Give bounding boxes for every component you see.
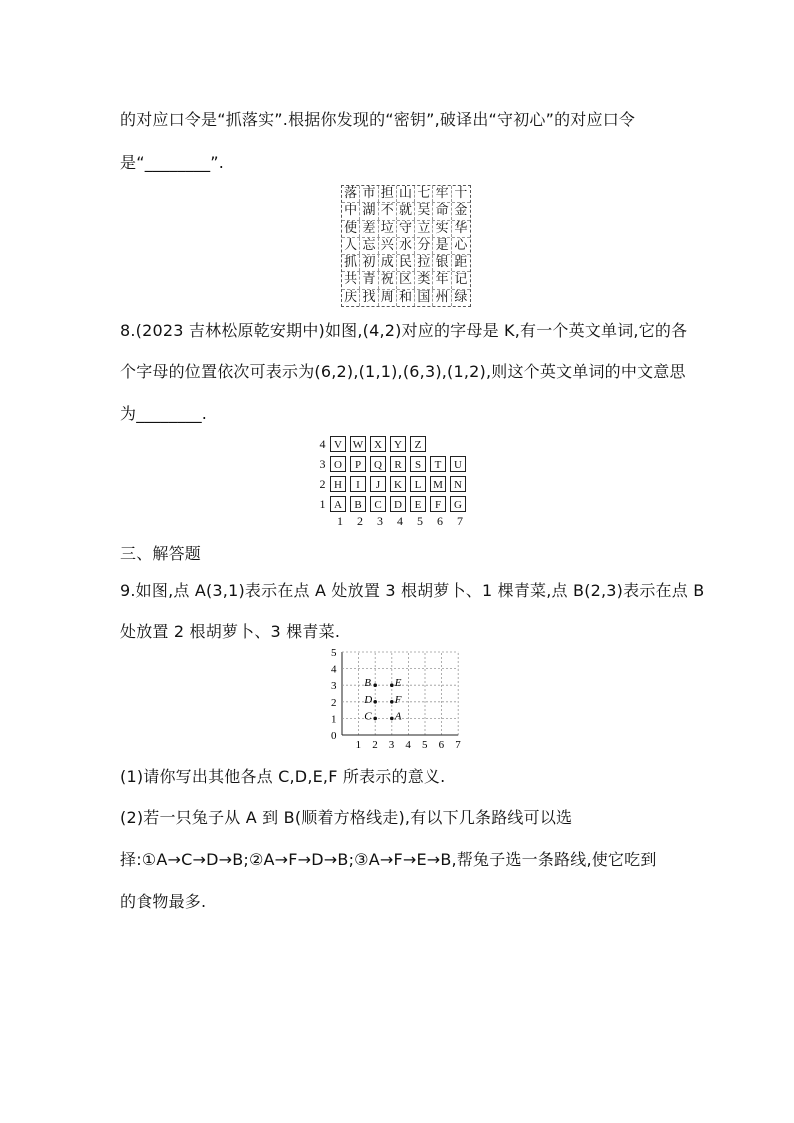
letter-grid-column-label: 6	[437, 514, 443, 528]
letter-box: J	[370, 476, 386, 492]
character-grid-cell: 水	[397, 238, 415, 254]
letter-grid-column-label: 1	[337, 514, 343, 528]
y-tick-label: 1	[331, 713, 337, 726]
character-grid-cell: 绿	[454, 289, 468, 305]
problem9-question2-line2: 择:①A→C→D→B;②A→F→D→B;③A→F→E→B,帮兔子选一条路线,使它吃到	[120, 850, 657, 869]
point-f-dot	[390, 700, 394, 704]
letter-grid-column-label: 3	[377, 514, 383, 528]
problem7-text-line2: 是“________”.	[120, 153, 225, 172]
character-grid-cell: 人	[342, 238, 360, 254]
point-a-dot	[390, 717, 394, 721]
character-grid-cell: 兴	[379, 238, 397, 254]
character-grid-cell: 拉	[415, 255, 433, 271]
letter-box: Q	[370, 456, 386, 472]
x-tick-label: 7	[455, 739, 461, 751]
character-grid	[341, 185, 471, 307]
x-tick-label: 3	[388, 739, 395, 751]
problem9-question1: (1)请你写出其他各点 C,D,E,F 所表示的意义.	[120, 767, 446, 786]
character-grid-row	[342, 272, 470, 289]
character-grid-cell: 祝	[379, 272, 397, 288]
problem8-text-line2: 个字母的位置依次可表示为(6,2),(1,1),(6,3),(1,2),则这个英文单词的中文意思	[120, 362, 686, 381]
letter-box: Z	[410, 436, 426, 452]
character-grid-cell: 距	[454, 255, 468, 271]
character-grid-cell: 忘	[360, 238, 378, 254]
character-grid-cell: 类	[415, 272, 433, 288]
character-grid-cell: 市	[360, 186, 378, 202]
letter-grid-row	[315, 474, 470, 494]
coordinate-grid-figure	[325, 645, 470, 753]
character-grid-cell: 立	[415, 221, 433, 237]
letter-box: W	[350, 436, 366, 452]
character-grid-cell: 湖	[360, 203, 378, 219]
character-grid-cell: 成	[379, 255, 397, 271]
problem8-text-line1: 8.(2023 吉林松原乾安期中)如图,(4,2)对应的字母是 K,有一个英文单词,它的各	[120, 321, 688, 340]
character-grid-row	[342, 290, 470, 306]
letter-box: H	[330, 476, 346, 492]
letter-grid-column-label: 2	[357, 514, 363, 528]
character-grid-cell: 青	[360, 272, 378, 288]
letter-grid-row-label: 2	[319, 476, 326, 491]
x-tick-label: 5	[422, 739, 428, 751]
character-grid-row	[342, 186, 470, 203]
character-grid-cell: 和	[397, 290, 415, 306]
character-grid-cell: 金	[454, 203, 468, 219]
letter-grid-row	[315, 434, 470, 454]
point-c-dot	[373, 717, 377, 721]
letter-box: E	[410, 496, 426, 512]
point-b-dot	[373, 683, 377, 687]
character-grid-cell: 担	[379, 186, 397, 202]
point-c-label: C	[364, 710, 372, 723]
character-grid-cell: 区	[397, 272, 415, 288]
x-tick-label: 2	[372, 739, 378, 751]
character-grid-cell: 庆	[342, 290, 360, 306]
character-grid-cell: 华	[454, 220, 468, 236]
character-grid-cell: 实	[433, 221, 451, 237]
character-grid-cell: 吴	[415, 203, 433, 219]
character-grid-cell: 山	[397, 186, 415, 202]
character-grid-cell: 共	[342, 272, 360, 288]
letter-box: B	[350, 496, 366, 512]
problem8-text-line3: 为________.	[120, 404, 208, 423]
problem9-text-line2: 处放置 2 根胡萝卜、3 棵青菜.	[120, 622, 341, 641]
point-b-label: B	[364, 677, 371, 690]
letter-grid-row-label: 1	[319, 496, 326, 511]
letter-grid	[315, 434, 470, 530]
x-tick-label: 1	[355, 739, 362, 751]
letter-grid-row	[315, 494, 470, 514]
letter-grid-row-label: 3	[319, 456, 326, 471]
letter-box: F	[430, 496, 446, 512]
letter-box: T	[430, 456, 446, 472]
character-grid-cell: 中	[342, 203, 360, 219]
letter-box: L	[410, 476, 426, 492]
letter-grid-column-label: 4	[397, 514, 403, 528]
letter-box: K	[390, 476, 406, 492]
character-grid-cell: 落	[342, 186, 360, 202]
character-grid-row	[342, 238, 470, 255]
x-tick-label: 6	[438, 739, 445, 751]
problem9-text-line1: 9.如图,点 A(3,1)表示在点 A 处放置 3 根胡萝卜、1 棵青菜,点 B(2,3)表示在点 B	[120, 581, 705, 600]
letter-box: R	[390, 456, 406, 472]
character-grid-cell: 抓	[342, 255, 360, 271]
character-grid-row	[342, 255, 470, 272]
character-grid-cell: 命	[433, 203, 451, 219]
point-a-label: A	[394, 710, 402, 723]
letter-box: X	[370, 436, 386, 452]
letter-grid-column-label: 5	[417, 514, 423, 528]
x-tick-label: 4	[405, 739, 411, 751]
character-grid-cell: 心	[454, 237, 468, 253]
problem9-question2-line3: 的食物最多.	[120, 892, 207, 911]
letter-box: U	[450, 456, 466, 472]
letter-box: I	[350, 476, 366, 492]
character-grid-cell: 使	[342, 221, 360, 237]
character-grid-cell: 银	[433, 255, 451, 271]
letter-box: M	[430, 476, 446, 492]
letter-box: C	[370, 496, 386, 512]
letter-box: N	[450, 476, 466, 492]
letter-box: S	[410, 456, 426, 472]
letter-box: V	[330, 436, 346, 452]
section-title: 三、解答题	[120, 544, 202, 563]
y-tick-label: 3	[331, 680, 337, 693]
letter-box: Y	[390, 436, 406, 452]
problem7-text-line1: 的对应口令是“抓落实”.根据你发现的“密钥”,破译出“守初心”的对应口令	[120, 110, 636, 129]
problem9-question2-line1: (2)若一只兔子从 A 到 B(顺着方格线走),有以下几条路线可以选	[120, 808, 573, 827]
character-grid-row	[342, 203, 470, 220]
character-grid-cell: 记	[454, 272, 468, 288]
character-grid-cell: 牢	[433, 186, 451, 202]
origin-label: 0	[331, 730, 337, 742]
character-grid-cell: 分	[415, 238, 433, 254]
letter-box: P	[350, 456, 366, 472]
character-grid-cell: 民	[397, 255, 415, 271]
letter-grid-column-label: 7	[457, 514, 463, 528]
letter-box: G	[450, 496, 466, 512]
character-grid-cell: 是	[433, 238, 451, 254]
letter-box: A	[330, 496, 346, 512]
point-e-dot	[390, 683, 394, 687]
character-grid-cell: 七	[415, 186, 433, 202]
point-d-dot	[373, 700, 377, 704]
character-grid-cell: 守	[397, 221, 415, 237]
character-grid-cell: 垃	[379, 221, 397, 237]
character-grid-cell: 周	[379, 290, 397, 306]
character-grid-cell: 找	[360, 290, 378, 306]
character-grid-cell: 初	[360, 255, 378, 271]
letter-grid-row	[315, 454, 470, 474]
point-e-label: E	[394, 677, 402, 690]
character-grid-cell: 州	[433, 290, 451, 306]
letter-box: D	[390, 496, 406, 512]
letter-grid-row-label: 4	[319, 436, 326, 451]
character-grid-cell: 年	[433, 272, 451, 288]
character-grid-cell: 差	[360, 221, 378, 237]
y-tick-label: 5	[331, 647, 337, 659]
y-tick-label: 2	[331, 696, 337, 709]
y-tick-label: 4	[331, 663, 337, 676]
letter-box: O	[330, 456, 346, 472]
letter-grid-x-labels	[315, 514, 470, 530]
character-grid-row	[342, 221, 470, 238]
point-f-label: F	[394, 693, 402, 706]
character-grid-cell: 国	[415, 290, 433, 306]
character-grid-cell: 不	[379, 203, 397, 219]
point-d-label: D	[364, 693, 373, 706]
character-grid-cell: 就	[397, 203, 415, 219]
character-grid-cell: 十	[454, 186, 468, 201]
